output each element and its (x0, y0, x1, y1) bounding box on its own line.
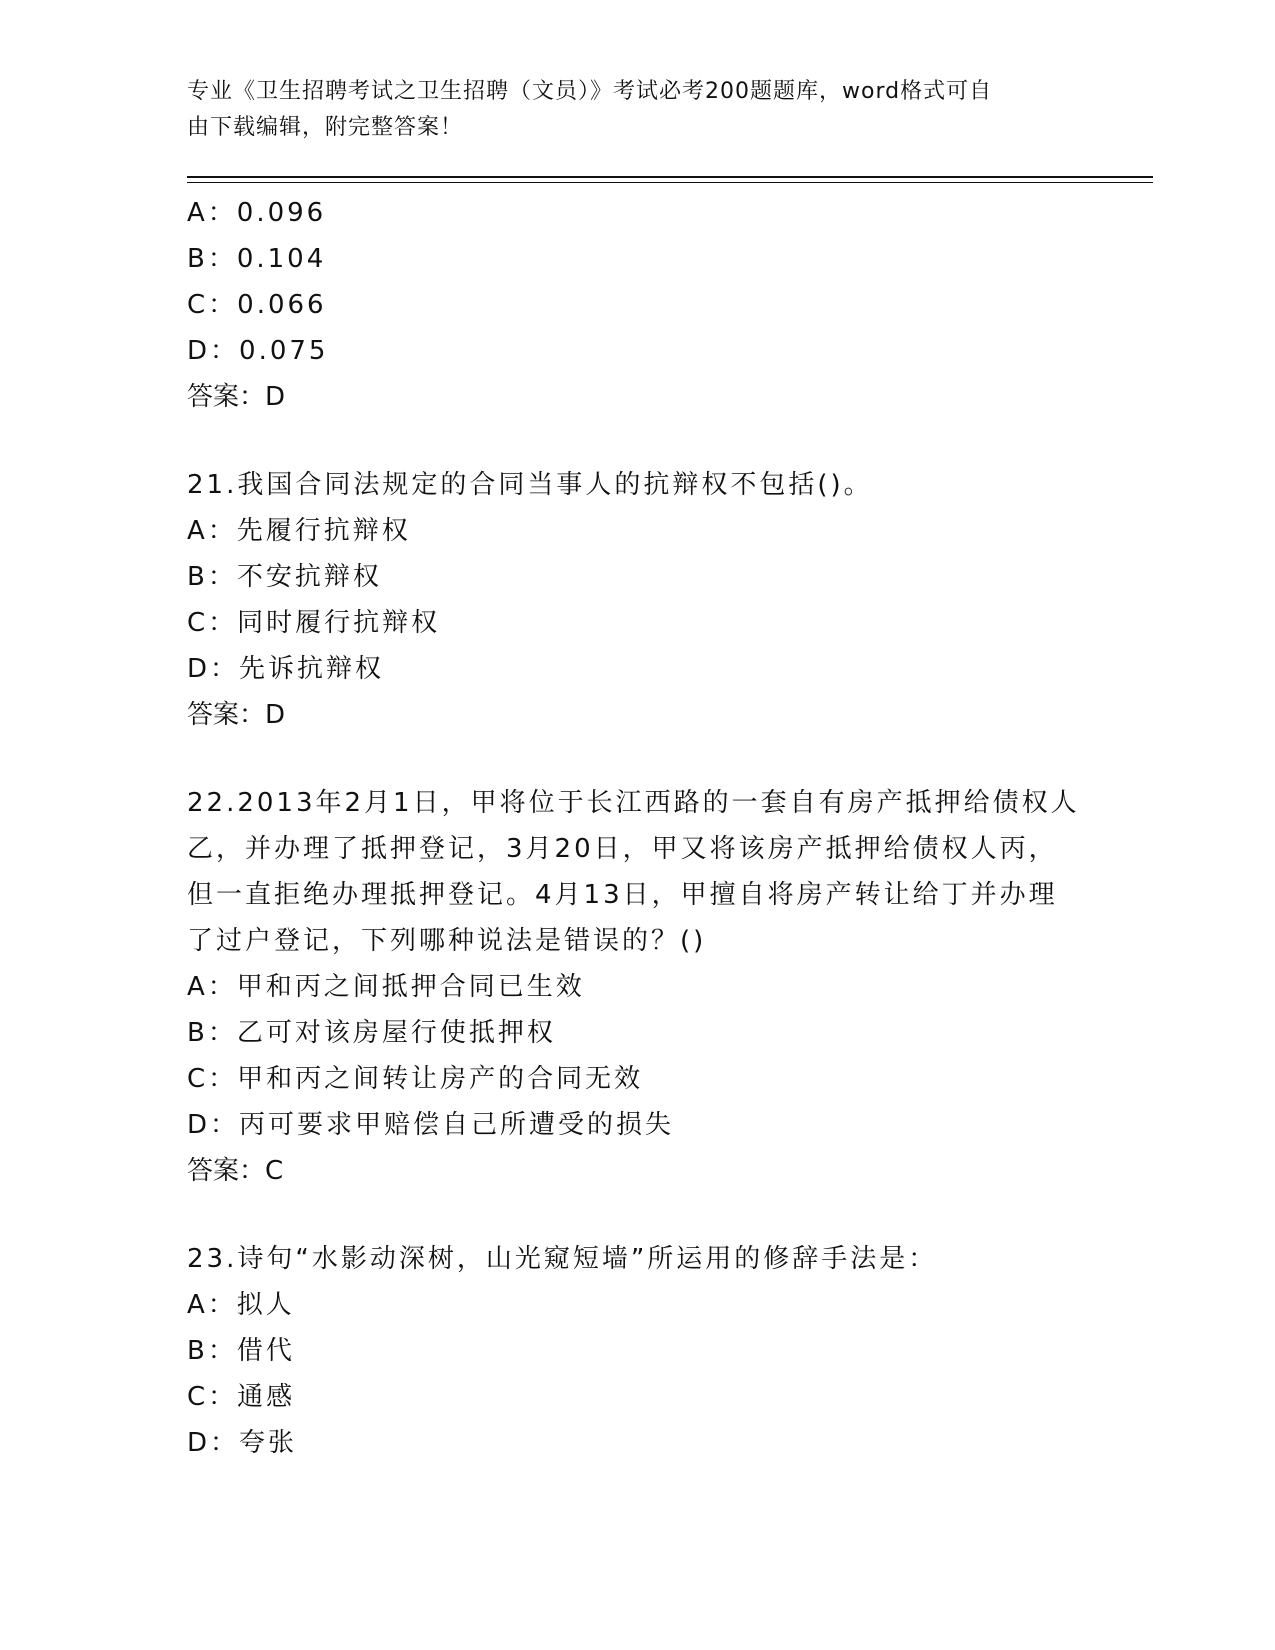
question-list (187, 190, 1087, 1466)
question-stem-line-2: 乙，并办理了抵押登记，3月20日，甲又将该房产抵押给债权人丙， (187, 834, 1058, 864)
question-22 (187, 780, 1087, 1194)
option-a: A：拟人 (187, 1290, 295, 1320)
option-a: A：先履行抗辩权 (187, 516, 411, 546)
option-b: B：借代 (187, 1336, 295, 1366)
option-c: C：甲和丙之间转让房产的合同无效 (187, 1064, 644, 1094)
answer-line: 答案：C (187, 1156, 284, 1186)
option-d: D：先诉抗辩权 (187, 654, 385, 684)
header-line-2: 由下载编辑，附完整答案！ (187, 115, 464, 140)
question-stem-line-1: 22.2013年2月1日，甲将位于长江西路的一套自有房产抵押给债权人 (187, 788, 1080, 818)
answer-line: 答案：D (187, 700, 286, 730)
header-divider-thin (187, 182, 1153, 183)
option-a: A：0.096 (187, 198, 327, 228)
header-divider-thick (187, 176, 1153, 178)
question-21 (187, 462, 1087, 738)
option-d: D：丙可要求甲赔偿自己所遭受的损失 (187, 1110, 675, 1140)
question-20-tail (187, 190, 1087, 420)
option-b: B：不安抗辩权 (187, 562, 382, 592)
answer-line: 答案：D (187, 382, 286, 412)
option-c: C：0.066 (187, 290, 327, 320)
option-d: D：0.075 (187, 336, 329, 366)
question-stem: 23.诗句“水影动深树，山光窥短墙”所运用的修辞手法是： (187, 1244, 938, 1274)
header-line-1: 专业《卫生招聘考试之卫生招聘（文员）》考试必考200题题库，word格式可自 (187, 79, 993, 104)
option-b: B：乙可对该房屋行使抵押权 (187, 1018, 556, 1048)
option-a: A：甲和丙之间抵押合同已生效 (187, 972, 585, 1002)
option-d: D：夸张 (187, 1428, 298, 1458)
option-b: B：0.104 (187, 244, 327, 274)
question-stem: 21.我国合同法规定的合同当事人的抗辩权不包括()。 (187, 470, 873, 500)
document-header (187, 74, 1067, 146)
option-c: C：通感 (187, 1382, 296, 1412)
option-c: C：同时履行抗辩权 (187, 608, 441, 638)
question-stem-line-4: 了过户登记，下列哪种说法是错误的？() (187, 926, 707, 956)
question-23 (187, 1236, 1087, 1466)
question-stem-line-3: 但一直拒绝办理抵押登记。4月13日，甲擅自将房产转让给丁并办理 (187, 880, 1058, 910)
